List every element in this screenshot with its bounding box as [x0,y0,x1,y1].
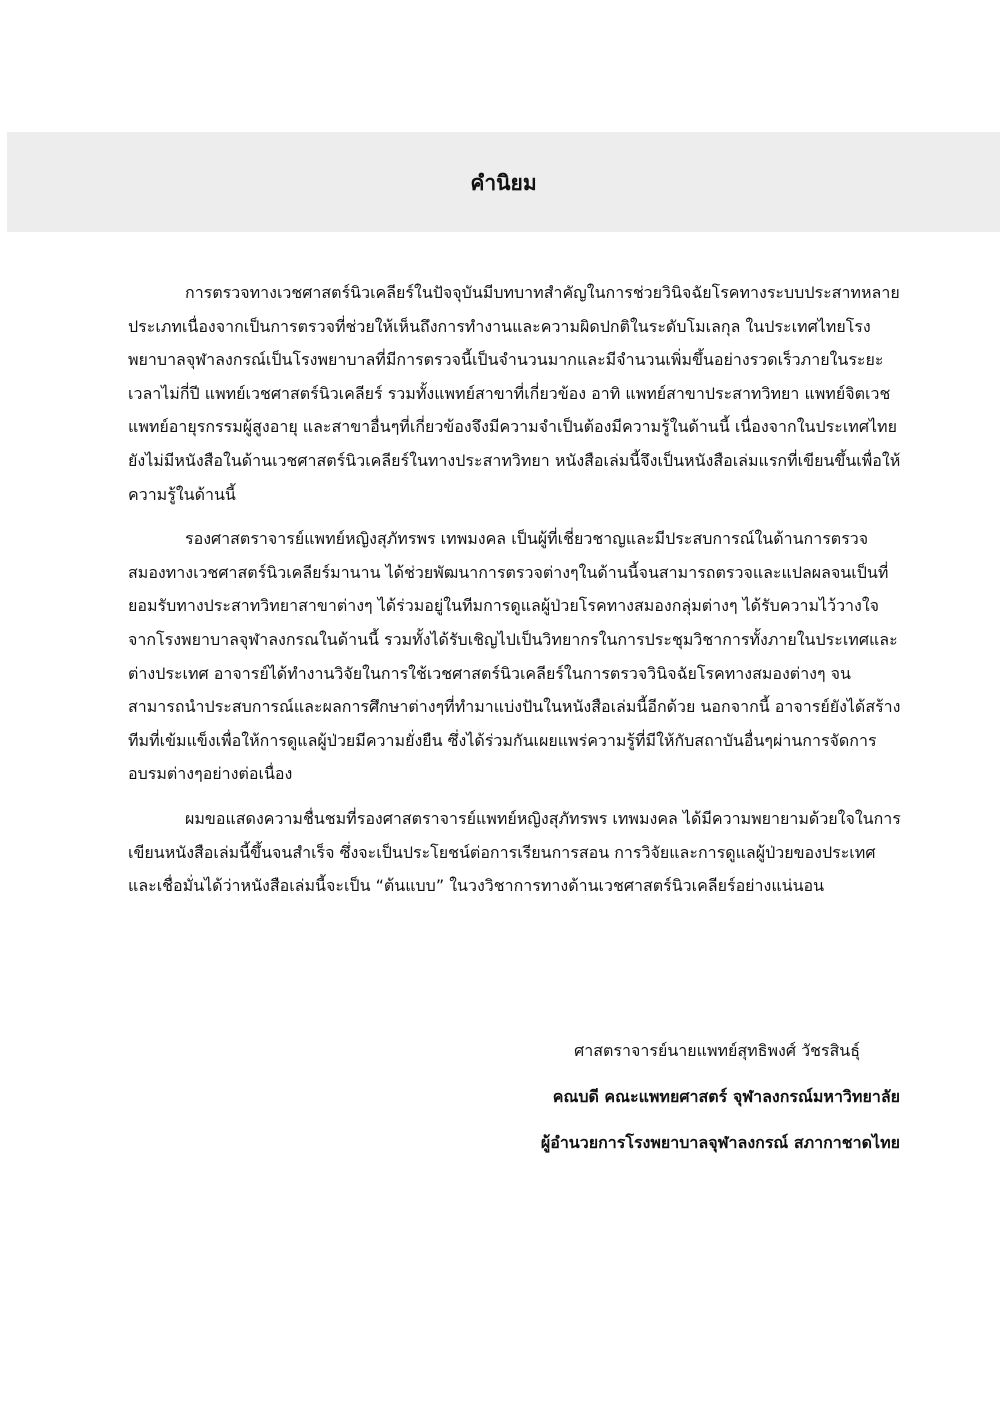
paragraph-2: รองศาสตราจารย์แพทย์หญิงสุภัทรพร เทพมงคล เป็นผู้ที่เชี่ยวชาญและมีประสบการณ์ในด้านการตรวจสมองทางเวชศาสตร์นิวเคลียร์มานาน ได้ช่วยพัฒนาการตรวจต่างๆในด้านนี้จนสามารถตรวจและแปลผลจนเป็นที่ยอมรับทางประสาทวิทยาสาขาต่างๆ ได้ร่วมอยู่ในทีมการดูแลผู้ป่วยโรคทางสมองกลุ่มต่างๆ ได้รับความไว้วางใจจากโรงพยาบาลจุฬาลงกรณในด้านนี้ รวมทั้งได้รับเชิญไปเป็นวิทยากรในการประชุมวิชาการทั้งภายในประเทศและต่างประเทศ อาจารย์ได้ทำงานวิจัยในการใช้เวชศาสตร์นิวเคลียร์ในการตรวจวินิจฉัยโรคทางสมองต่างๆ จนสามารถนำประสบการณ์และผลการศึกษาต่างๆที่ทำมาแบ่งปันในหนังสือเล่มนี้อีกด้วย นอกจากนี้ อาจารย์ยังได้สร้างทีมที่เข้มแข็งเพื่อให้การดูแลผู้ป่วยมีความยั่งยืน ซึ่งได้ร่วมกันเผยแพร่ความรู้ที่มีให้กับสถาบันอื่นๆผ่านการจัดการอบรมต่างๆอย่างต่อเนื่อง [128,529,901,784]
page-title: คำนิยม [470,171,537,195]
title-band [7,132,1000,232]
signature-position-dean: คณบดี คณะแพทยศาสตร์ จุฬาลงกรณ์มหาวิทยาลัย [552,1087,900,1106]
foreword-body [128,276,903,903]
signature-name: ศาสตราจารย์นายแพทย์สุทธิพงศ์ วัชรสินธุ์ [574,1041,860,1060]
signature-block [440,1038,900,1176]
signature-position-director: ผู้อำนวยการโรงพยาบาลจุฬาลงกรณ์ สภากาชาดไทย [540,1133,900,1152]
paragraph-1: การตรวจทางเวชศาสตร์นิวเคลียร์ในปัจจุบันมีบทบาทสำคัญในการช่วยวินิจฉัยโรคทางระบบประสาทหลายประเภทเนื่องจากเป็นการตรวจที่ช่วยให้เห็นถึงการทำงานและความผิดปกติในระดับโมเลกุล ในประเทศไทยโรงพยาบาลจุฬาลงกรณ์เป็นโรงพยาบาลที่มีการตรวจนี้เป็นจำนวนมากและมีจำนวนเพิ่มขึ้นอย่างรวดเร็วภายในระยะเวลาไม่กี่ปี แพทย์เวชศาสตร์นิวเคลียร์ รวมทั้งแพทย์สาขาที่เกี่ยวข้อง อาทิ แพทย์สาขาประสาทวิทยา แพทย์จิตเวช แพทย์อายุรกรรมผู้สูงอายุ และสาขาอื่นๆที่เกี่ยวข้องจึงมีความจำเป็นต้องมีความรู้ในด้านนี้ เนื่องจากในประเทศไทยยังไม่มีหนังสือในด้านเวชศาสตร์นิวเคลียร์ในทางประสาทวิทยา หนังสือเล่มนี้จึงเป็นหนังสือเล่มแรกที่เขียนขึ้นเพื่อให้ความรู้ในด้านนี้ [128,283,901,504]
paragraph-3: ผมขอแสดงความชื่นชมที่รองศาสตราจารย์แพทย์หญิงสุภัทรพร เทพมงคล ได้มีความพยายามด้วยใจในการเขียนหนังสือเล่มนี้ขึ้นจนสำเร็จ ซึ่งจะเป็นประโยชน์ต่อการเรียนการสอน การวิจัยและการดูแลผู้ป่วยของประเทศ และเชื่อมั่นได้ว่าหนังสือเล่มนี้จะเป็น “ต้นแบบ” ในวงวิชาการทางด้านเวชศาสตร์นิวเคลียร์อย่างแน่นอน [128,808,901,896]
